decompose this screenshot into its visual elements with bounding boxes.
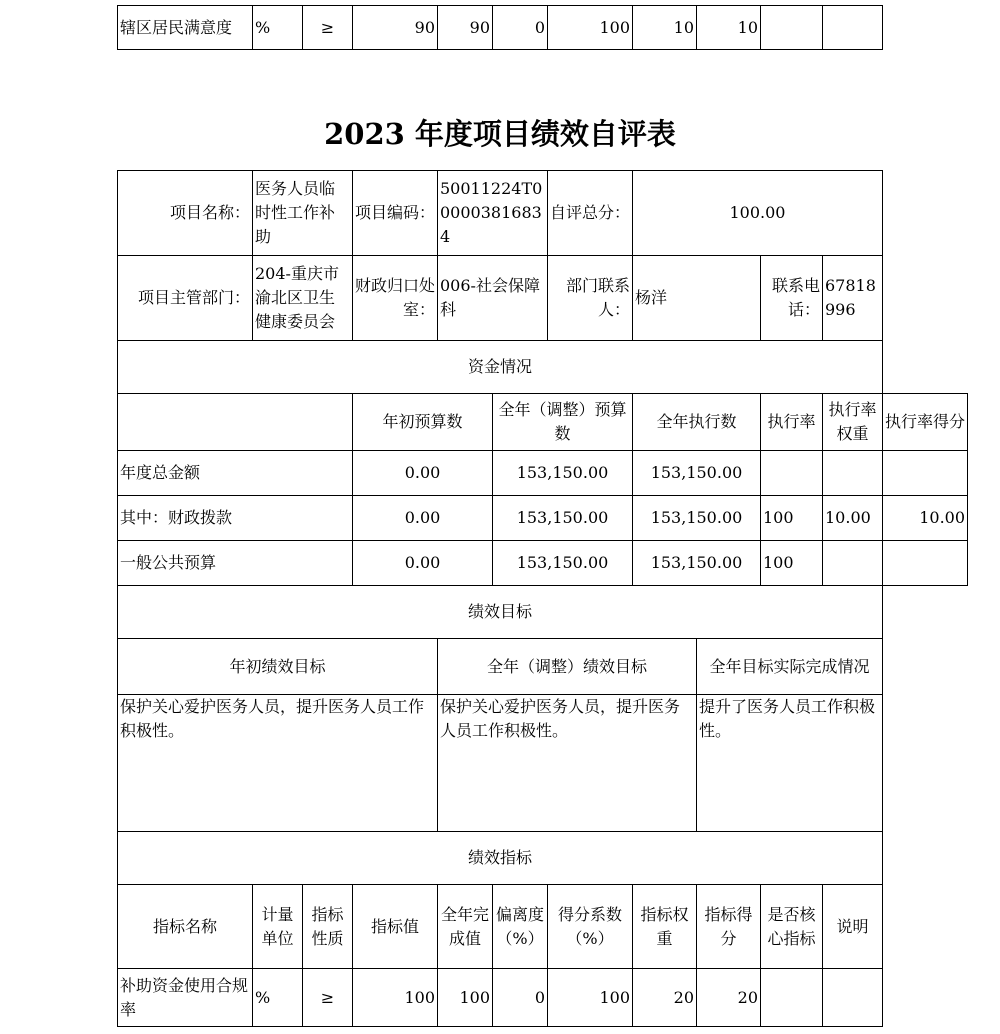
indicator-name: 辖区居民满意度 [118,6,253,50]
table-row [118,256,968,341]
project-code: 50011224T000003816834 [438,171,548,256]
funds-row-rate: 100 [761,496,823,541]
table-row [118,586,968,639]
table-row [118,496,968,541]
indicator-core [761,969,823,1027]
funds-row-adjusted: 153,150.00 [493,451,633,496]
page-title: 2023 年度项目绩效自评表 [324,117,676,151]
goals-section-title: 绩效目标 [118,586,883,639]
funds-row-adjusted: 153,150.00 [493,541,633,586]
table-row [118,639,968,695]
project-name-label: 项目名称： [118,171,253,256]
table-row [118,832,968,885]
ind-header-unit: 计量单位 [253,885,303,969]
indicator-score: 10 [697,6,761,50]
funds-row-initial: 0.00 [353,496,493,541]
goals-header-adjusted: 全年（调整）绩效目标 [438,639,697,695]
table-row [118,341,968,394]
funds-row-score [883,541,968,586]
funds-row-adjusted: 153,150.00 [493,496,633,541]
indicator-weight: 20 [633,969,697,1027]
goals-header-initial: 年初绩效目标 [118,639,438,695]
table-row [118,394,968,451]
indicator-weight: 10 [633,6,697,50]
indicator-name: 补助资金使用合规率 [118,969,253,1027]
funds-row-name: 其中：财政拨款 [118,496,353,541]
funds-row-rate: 100 [761,541,823,586]
funds-row-score: 10.00 [883,496,968,541]
ind-header-score: 指标得分 [697,885,761,969]
indicator-score: 20 [697,969,761,1027]
funds-header-adjusted: 全年（调整）预算数 [493,394,633,451]
indicator-coef: 100 [548,969,633,1027]
ind-header-target: 指标值 [353,885,438,969]
funds-header-rate: 执行率 [761,394,823,451]
project-code-label: 项目编码： [353,171,438,256]
funds-header-score: 执行率得分 [883,394,968,451]
table-row [118,885,968,969]
dept: 204-重庆市渝北区卫生健康委员会 [253,256,353,341]
indicators-section-title: 绩效指标 [118,832,883,885]
phone: 67818996 [823,256,883,341]
indicator-unit: % [253,969,303,1027]
finance-label: 财政归口处室： [353,256,438,341]
funds-header-weight: 执行率权重 [823,394,883,451]
table-row [118,695,968,832]
indicator-note [823,969,883,1027]
contact-label: 部门联系人： [548,256,633,341]
funds-row-weight: 10.00 [823,496,883,541]
table-row [118,171,968,256]
dept-label: 项目主管部门： [118,256,253,341]
funds-header-initial: 年初预算数 [353,394,493,451]
project-name: 医务人员临时性工作补助 [253,171,353,256]
funds-row-score [883,451,968,496]
funds-row-rate [761,451,823,496]
indicator-actual: 100 [438,969,493,1027]
funds-row-weight [823,451,883,496]
ind-header-nature: 指标性质 [303,885,353,969]
funds-section-title: 资金情况 [118,341,883,394]
indicator-unit: % [253,6,303,50]
goals-initial: 保护关心爱护医务人员，提升医务人员工作积极性。 [118,695,438,832]
indicator-deviation: 0 [493,6,548,50]
self-score: 100.00 [633,171,883,256]
indicator-nature: ≥ [303,6,353,50]
ind-header-deviation: 偏离度（%） [493,885,548,969]
ind-header-core: 是否核心指标 [761,885,823,969]
funds-row-executed: 153,150.00 [633,451,761,496]
self-score-label: 自评总分： [548,171,633,256]
indicator-deviation: 0 [493,969,548,1027]
indicator-actual: 90 [438,6,493,50]
self-evaluation-table [117,170,968,1027]
funds-row-name: 一般公共预算 [118,541,353,586]
previous-indicator-table [117,5,883,50]
phone-label: 联系电话： [761,256,823,341]
funds-header-blank [118,394,353,451]
table-row [118,541,968,586]
ind-header-name: 指标名称 [118,885,253,969]
funds-row-weight [823,541,883,586]
indicator-nature: ≥ [303,969,353,1027]
indicator-target: 100 [353,969,438,1027]
indicator-coef: 100 [548,6,633,50]
goals-header-actual: 全年目标实际完成情况 [697,639,883,695]
funds-header-executed: 全年执行数 [633,394,761,451]
funds-row-executed: 153,150.00 [633,541,761,586]
indicator-core [761,6,823,50]
funds-row-name: 年度总金额 [118,451,353,496]
funds-row-initial: 0.00 [353,451,493,496]
table-row [118,969,968,1027]
ind-header-actual: 全年完成值 [438,885,493,969]
indicator-note [823,6,883,50]
finance: 006-社会保障科 [438,256,548,341]
funds-row-executed: 153,150.00 [633,496,761,541]
goals-adjusted: 保护关心爱护医务人员，提升医务人员工作积极性。 [438,695,697,832]
ind-header-weight: 指标权重 [633,885,697,969]
table-row [118,451,968,496]
funds-row-initial: 0.00 [353,541,493,586]
indicator-target: 90 [353,6,438,50]
ind-header-coef: 得分系数（%） [548,885,633,969]
ind-header-note: 说明 [823,885,883,969]
goals-actual: 提升了医务人员工作积极性。 [697,695,883,832]
table-row [118,6,883,50]
contact: 杨洋 [633,256,761,341]
